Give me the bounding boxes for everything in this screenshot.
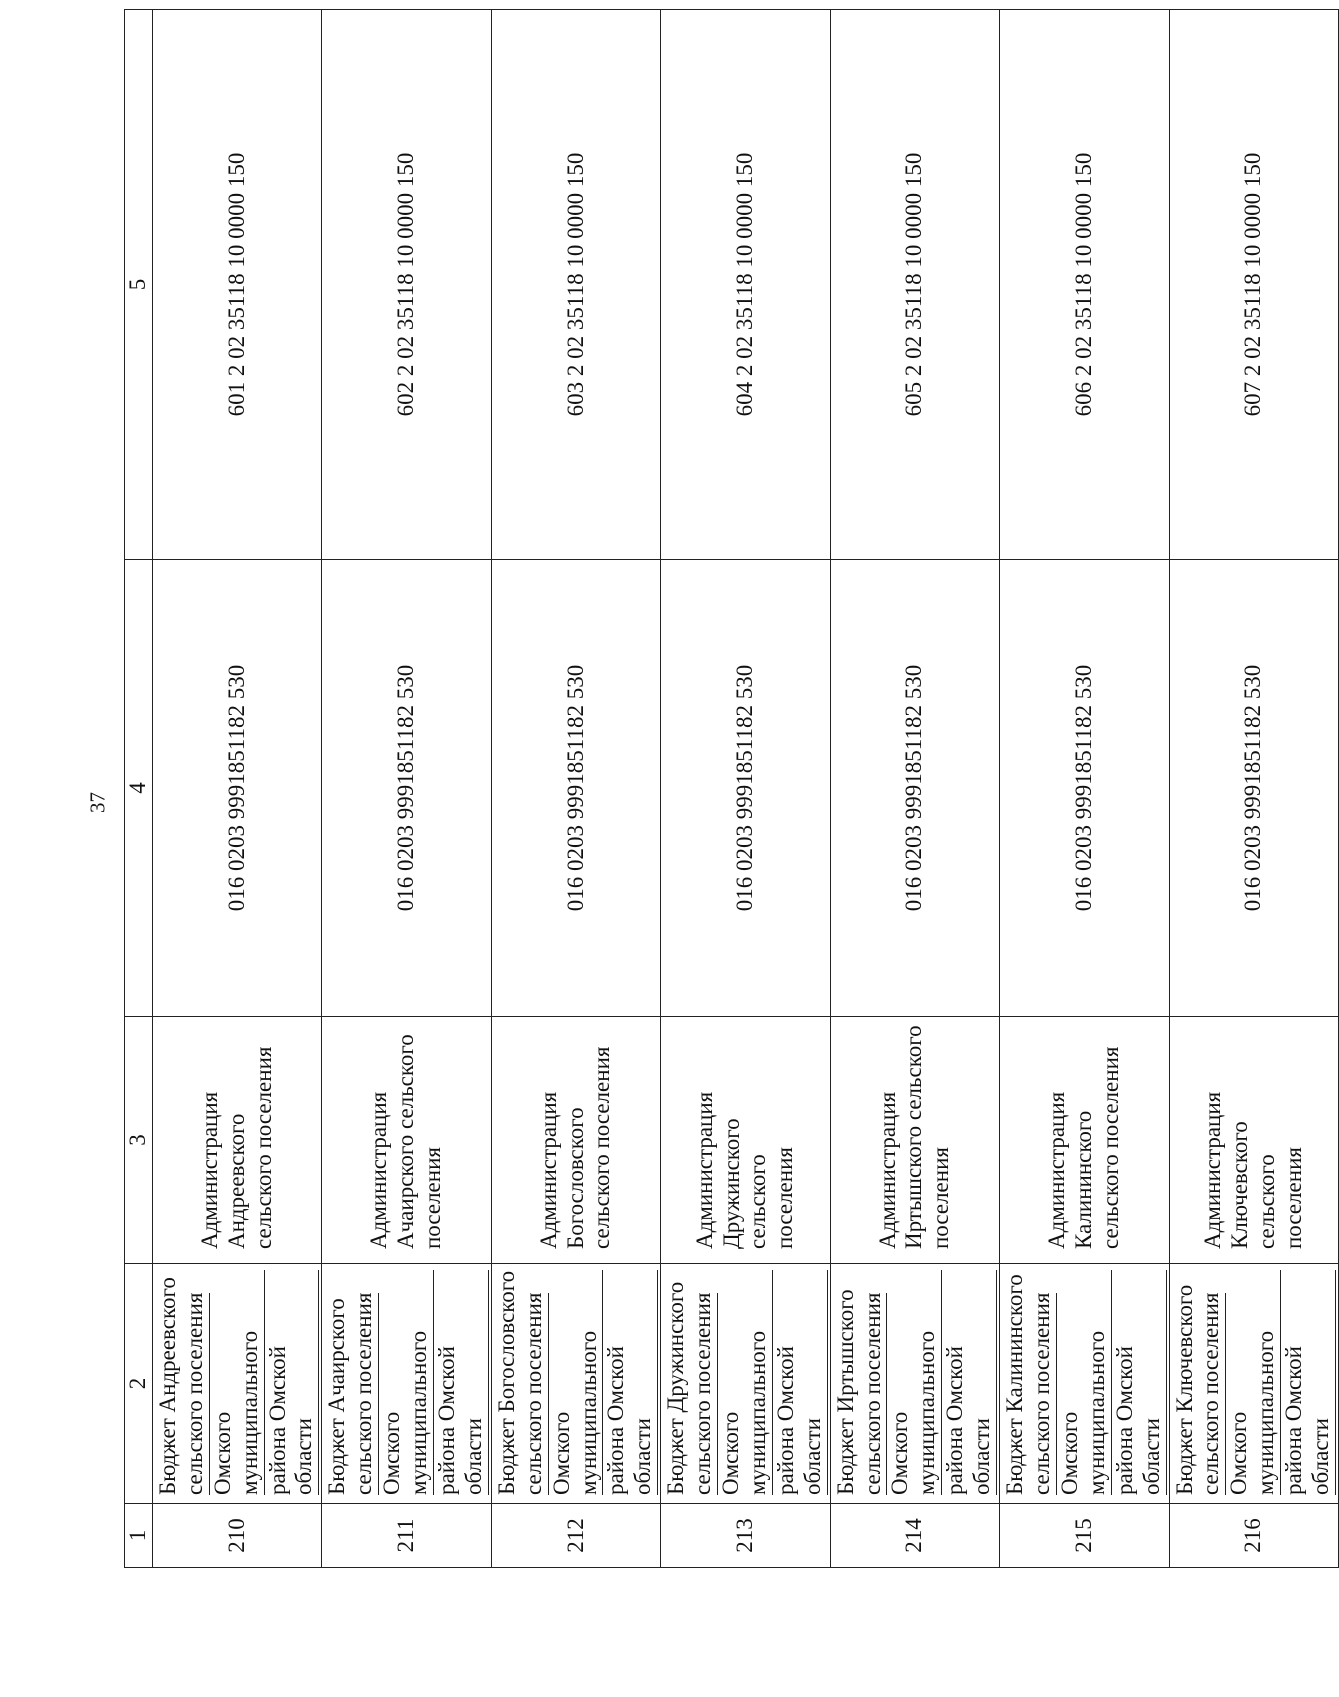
budget-name-line: сельского поселения	[521, 1293, 549, 1495]
revenue-code-cell: 601 2 02 35118 10 0000 150	[152, 10, 321, 560]
row-number: 216	[1169, 1504, 1338, 1568]
budget-name-line: Омского муниципального	[887, 1270, 942, 1495]
budget-name-line: района Омской области	[1281, 1270, 1336, 1495]
budget-name-line: Бюджет Дружинского	[663, 1281, 689, 1495]
row-number: 211	[322, 1504, 491, 1568]
administrator-line: поселения	[772, 1147, 798, 1249]
budget-name-line: Омского муниципального	[1226, 1270, 1281, 1495]
administrator-line: сельского поселения	[250, 1046, 276, 1249]
header-col-4: 4	[125, 560, 153, 1017]
budget-name-line: района Омской области	[603, 1270, 658, 1495]
budget-name-line: Омского муниципального	[718, 1270, 773, 1495]
administrator-line: поселения	[928, 1147, 954, 1249]
row-number: 210	[152, 1504, 321, 1568]
administrator-line: поселения	[1280, 1147, 1306, 1249]
administrator-cell	[491, 1017, 660, 1264]
administrator-cell	[1169, 1017, 1338, 1264]
header-col-1: 1	[125, 1504, 153, 1568]
header-col-2: 2	[125, 1264, 153, 1504]
budget-name-line: района Омской области	[942, 1270, 997, 1495]
budget-name-line: Бюджет Иртышского	[832, 1289, 858, 1495]
header-col-5: 5	[125, 10, 153, 560]
budget-name-cell	[1000, 1264, 1169, 1504]
budget-name-line: Омского муниципального	[1057, 1270, 1112, 1495]
row-number: 213	[661, 1504, 830, 1568]
budget-name-line: района Омской области	[265, 1270, 320, 1495]
administrator-line: Андреевского	[223, 1113, 249, 1249]
budget-name-cell	[491, 1264, 660, 1504]
administrator-line: Дружинского сельского	[718, 1118, 771, 1249]
expenditure-code-cell: 016 0203 9991851182 530	[1169, 560, 1338, 1017]
administrator-line: Администрация	[874, 1091, 900, 1249]
administrator-cell	[322, 1017, 491, 1264]
budget-name-line: сельского поселения	[351, 1293, 379, 1495]
administrator-line: сельского поселения	[589, 1046, 615, 1249]
budget-table	[124, 9, 1339, 1568]
budget-name-cell	[152, 1264, 321, 1504]
administrator-line: Иртышского сельского	[901, 1025, 927, 1249]
revenue-code-cell: 602 2 02 35118 10 0000 150	[322, 10, 491, 560]
administrator-line: Администрация	[1043, 1091, 1069, 1249]
budget-name-line: района Омской области	[773, 1270, 828, 1495]
table-row	[322, 10, 491, 1568]
revenue-code-cell: 604 2 02 35118 10 0000 150	[661, 10, 830, 560]
revenue-code-cell: 607 2 02 35118 10 0000 150	[1169, 10, 1338, 560]
table-row	[661, 10, 830, 1568]
administrator-line: Администрация	[366, 1091, 392, 1249]
row-number: 215	[1000, 1504, 1169, 1568]
budget-name-line: района Омской области	[434, 1270, 489, 1495]
administrator-cell	[661, 1017, 830, 1264]
administrator-cell	[1000, 1017, 1169, 1264]
budget-name-cell	[830, 1264, 999, 1504]
administrator-cell	[830, 1017, 999, 1264]
revenue-code-cell: 603 2 02 35118 10 0000 150	[491, 10, 660, 560]
budget-name-line: Омского муниципального	[379, 1270, 434, 1495]
budget-name-line: Бюджет Ачаирского	[324, 1298, 350, 1495]
revenue-code-cell: 605 2 02 35118 10 0000 150	[830, 10, 999, 560]
row-number: 212	[491, 1504, 660, 1568]
administrator-line: Администрация	[691, 1091, 717, 1249]
budget-name-line: Омского муниципального	[210, 1270, 265, 1495]
table-row	[152, 10, 321, 1568]
administrator-cell	[152, 1017, 321, 1264]
budget-name-line: сельского поселения	[860, 1293, 888, 1495]
budget-name-cell	[1169, 1264, 1338, 1504]
budget-name-line: сельского поселения	[690, 1293, 718, 1495]
expenditure-code-cell: 016 0203 9991851182 530	[1000, 560, 1169, 1017]
budget-name-line: Бюджет Калининского	[1002, 1274, 1028, 1495]
administrator-line: сельского поселения	[1097, 1046, 1123, 1249]
budget-name-line: Бюджет Богословского	[493, 1270, 519, 1495]
expenditure-code-cell: 016 0203 9991851182 530	[491, 560, 660, 1017]
revenue-code-cell: 606 2 02 35118 10 0000 150	[1000, 10, 1169, 560]
budget-name-line: района Омской области	[1112, 1270, 1167, 1495]
expenditure-code-cell: 016 0203 9991851182 530	[152, 560, 321, 1017]
administrator-line: Администрация	[1199, 1091, 1225, 1249]
budget-name-cell	[322, 1264, 491, 1504]
budget-name-cell	[661, 1264, 830, 1504]
administrator-line: Администрация	[196, 1091, 222, 1249]
header-col-3: 3	[125, 1017, 153, 1264]
administrator-line: поселения	[420, 1147, 446, 1249]
budget-name-line: Бюджет Андреевского	[154, 1277, 180, 1495]
row-number: 214	[830, 1504, 999, 1568]
budget-name-line: сельского поселения	[1029, 1293, 1057, 1495]
administrator-line: Ключевского сельского	[1226, 1121, 1279, 1249]
table-row	[830, 10, 999, 1568]
table-row	[1169, 10, 1338, 1568]
budget-name-line: сельского поселения	[1198, 1293, 1226, 1495]
administrator-line: Калининского	[1070, 1110, 1096, 1249]
budget-name-line: Омского муниципального	[549, 1270, 604, 1495]
expenditure-code-cell: 016 0203 9991851182 530	[661, 560, 830, 1017]
page-number: 37	[85, 792, 110, 813]
budget-name-line: сельского поселения	[182, 1293, 210, 1495]
administrator-line: Богословского	[562, 1107, 588, 1249]
administrator-line: Администрация	[535, 1091, 561, 1249]
expenditure-code-cell: 016 0203 9991851182 530	[830, 560, 999, 1017]
table-body	[152, 10, 1338, 1568]
table-row	[491, 10, 660, 1568]
budget-table-container	[124, 10, 1334, 1568]
expenditure-code-cell: 016 0203 9991851182 530	[322, 560, 491, 1017]
header-row	[125, 10, 153, 1568]
administrator-line: Ачаирского сельского	[393, 1034, 419, 1249]
budget-name-line: Бюджет Ключевского	[1171, 1284, 1197, 1495]
table-row	[1000, 10, 1169, 1568]
